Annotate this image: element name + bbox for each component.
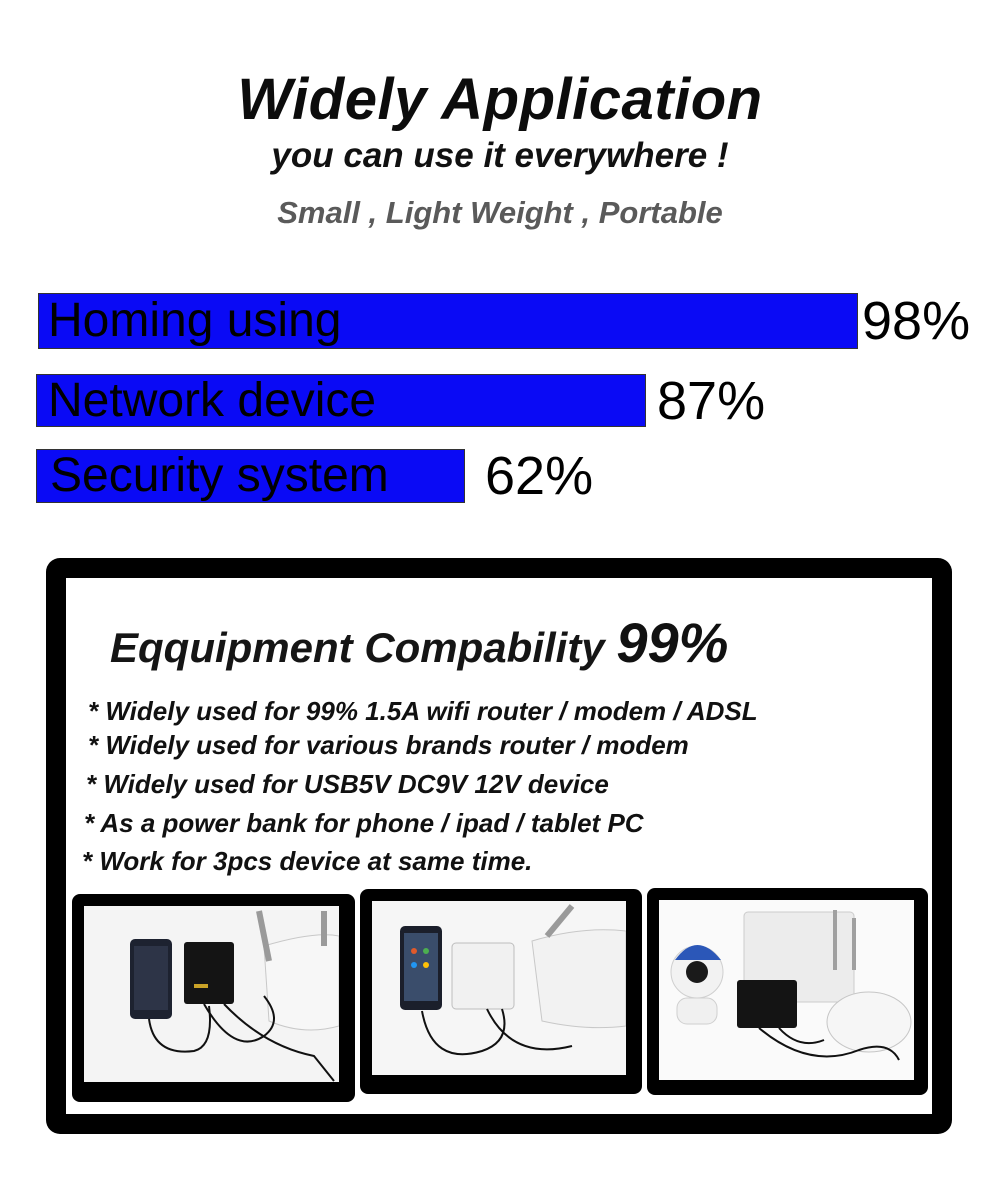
feature-item: * Work for 3pcs device at same time. — [82, 846, 533, 876]
feature-item: * Widely used for 99% 1.5A wifi router / modem / ADSL — [88, 696, 758, 726]
feature-item: * Widely used for various brands router / modem — [88, 730, 689, 760]
usage-bar-row — [0, 370, 1000, 431]
usage-bar-label: Homing using — [48, 294, 342, 347]
compatibility-title: Eqquipment Compability — [110, 624, 605, 671]
product-photo-image — [372, 901, 626, 1075]
feature-item: * As a power bank for phone / ipad / tablet PC — [84, 808, 644, 838]
product-photo-image — [659, 900, 914, 1080]
usage-bar-row — [0, 446, 1000, 506]
product-photo-image — [84, 906, 339, 1082]
compatibility-panel — [46, 558, 952, 1134]
compatibility-heading — [110, 610, 728, 675]
usage-bar-row — [0, 293, 1000, 349]
usage-bar-percent: 98% — [862, 291, 971, 351]
phone-powerbank-router-photo — [72, 894, 355, 1102]
page-subtitle: you can use it everywhere ! — [271, 136, 729, 175]
page-title: Widely Application — [237, 67, 763, 132]
usage-bar-percent: 87% — [657, 370, 766, 431]
usage-bar-label: Network device — [48, 373, 377, 427]
page-tagline: Small , Light Weight , Portable — [277, 195, 723, 230]
usage-bar-label: Security system — [50, 449, 389, 502]
feature-item: * Widely used for USB5V DC9V 12V device — [86, 769, 609, 799]
compatibility-panel-body — [66, 578, 932, 1114]
compatibility-percent: 99% — [616, 611, 729, 674]
phone-white-powerbank-router-photo — [360, 889, 642, 1094]
camera-powerbank-router-photo — [647, 888, 928, 1095]
usage-bar-percent: 62% — [485, 446, 594, 506]
